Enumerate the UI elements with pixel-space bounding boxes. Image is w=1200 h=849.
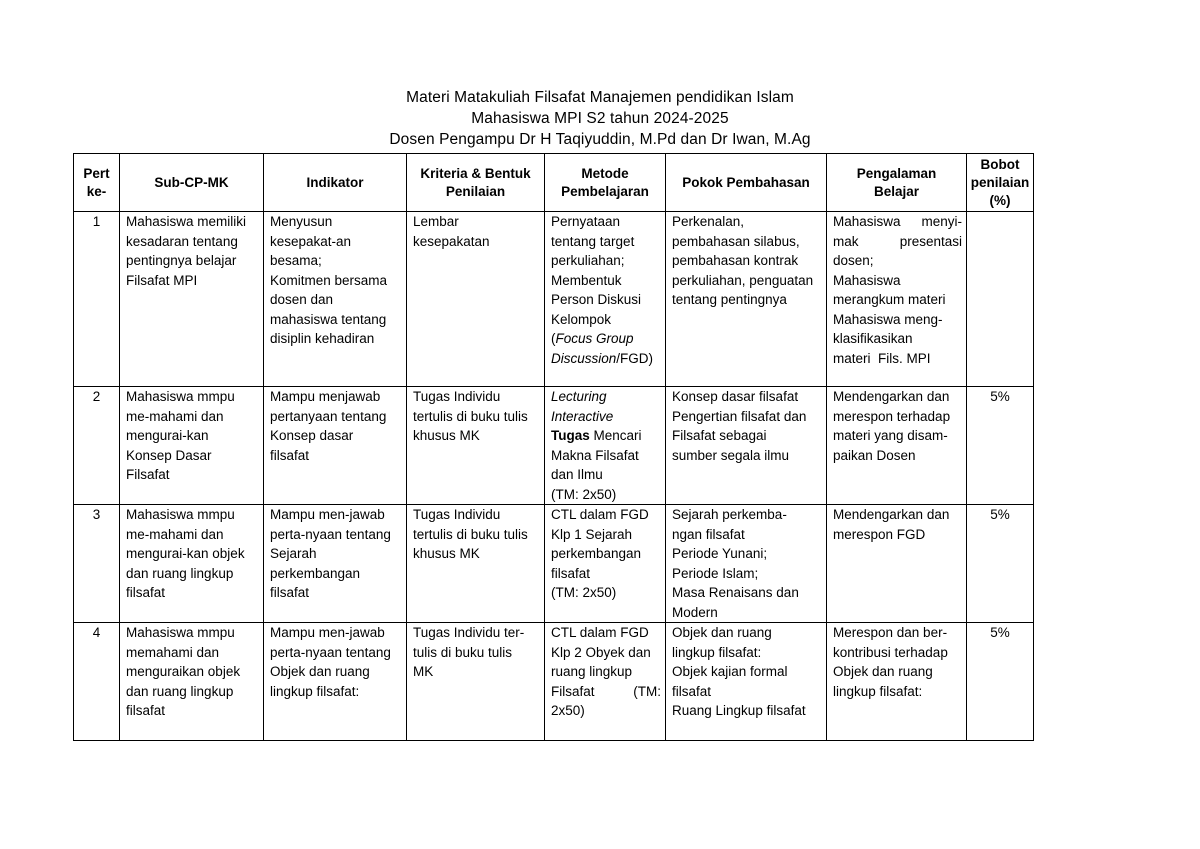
header-sub-cp-mk: Sub-CP-MK: [120, 154, 264, 212]
table-row: [74, 212, 1034, 387]
document-title: Materi Matakuliah Filsafat Manajemen pendidikan Islam: [406, 89, 794, 106]
cell-subcpmk: Mahasiswa mmpu me-mahami dan mengurai-kan objek dan ruang lingkup filsafat: [120, 505, 264, 623]
cell-indikator: Menyusun kesepakat-an besama; Komitmen bersama dosen dan mahasiswa tentang disiplin kehadiran: [264, 212, 407, 387]
header-metode: Metode Pembelajaran: [545, 154, 666, 212]
table-row: [74, 387, 1034, 505]
cell-bobot: 5%: [967, 623, 1034, 741]
cell-indikator: Mampu men-jawab perta-nyaan tentang Objek dan ruang lingkup filsafat:: [264, 623, 407, 741]
cell-kriteria: Tugas Individu tertulis di buku tulis khusus MK: [407, 505, 545, 623]
cell-pokok: Perkenalan, pembahasan silabus, pembahasan kontrak perkuliahan, penguatan tentang pentingnya: [666, 212, 827, 387]
table-row: [74, 505, 1034, 623]
cell-metode: Lecturing Interactive Tugas Mencari Makna Filsafat dan Ilmu (TM: 2x50): [545, 387, 666, 505]
cell-pokok: Konsep dasar filsafat Pengertian filsafat dan Filsafat sebagai sumber segala ilmu: [666, 387, 827, 505]
course-plan-table: [73, 153, 1034, 741]
header-indikator: Indikator: [264, 154, 407, 212]
cell-no: 3: [74, 505, 120, 623]
cell-bobot: [967, 212, 1034, 387]
cell-no: 1: [74, 212, 120, 387]
cell-metode: CTL dalam FGD Klp 2 Obyek dan ruang lingkup Filsafat (TM: 2x50): [545, 623, 666, 741]
cell-metode: Pernyataan tentang target perkuliahan; Membentuk Person Diskusi Kelompok (Focus Group Discussion/FGD): [545, 212, 666, 387]
document-header: [0, 87, 1200, 150]
cell-subcpmk: Mahasiswa mmpu memahami dan menguraikan objek dan ruang lingkup filsafat: [120, 623, 264, 741]
cell-bobot: 5%: [967, 387, 1034, 505]
header-pokok-pembahasan: Pokok Pembahasan: [666, 154, 827, 212]
cell-pengalaman: Mendengarkan dan merespon terhadap materi yang disam- paikan Dosen: [827, 387, 967, 505]
header-bobot: Bobot penilaian (%): [967, 154, 1034, 212]
cell-pokok: Sejarah perkemba- ngan filsafat Periode Yunani; Periode Islam; Masa Renaisans dan Modern: [666, 505, 827, 623]
table-row: [74, 623, 1034, 741]
cell-pengalaman: Mahasiswa menyi- mak presentasi dosen; Mahasiswa merangkum materi Mahasiswa meng- klasifikasikan materi Fils. MPI: [827, 212, 967, 387]
cell-pengalaman: Merespon dan ber- kontribusi terhadap Objek dan ruang lingkup filsafat:: [827, 623, 967, 741]
cell-no: 4: [74, 623, 120, 741]
cell-bobot: 5%: [967, 505, 1034, 623]
cell-pengalaman: Mendengarkan dan merespon FGD: [827, 505, 967, 623]
cell-indikator: Mampu men-jawab perta-nyaan tentang Sejarah perkembangan filsafat: [264, 505, 407, 623]
cell-subcpmk: Mahasiswa memiliki kesadaran tentang pentingnya belajar Filsafat MPI: [120, 212, 264, 387]
cell-kriteria: Tugas Individu tertulis di buku tulis khusus MK: [407, 387, 545, 505]
cell-no: 2: [74, 387, 120, 505]
cell-kriteria: Lembar kesepakatan: [407, 212, 545, 387]
lecturer-line: Dosen Pengampu Dr H Taqiyuddin, M.Pd dan Dr Iwan, M.Ag: [389, 131, 811, 148]
cell-pokok: Objek dan ruang lingkup filsafat: Objek kajian formal filsafat Ruang Lingkup filsafat: [666, 623, 827, 741]
cell-kriteria: Tugas Individu ter- tulis di buku tulis MK: [407, 623, 545, 741]
cell-metode: CTL dalam FGD Klp 1 Sejarah perkembangan filsafat (TM: 2x50): [545, 505, 666, 623]
document-subtitle: Mahasiswa MPI S2 tahun 2024-2025: [471, 110, 729, 127]
header-kriteria: Kriteria & Bentuk Penilaian: [407, 154, 545, 212]
cell-indikator: Mampu menjawab pertanyaan tentang Konsep dasar filsafat: [264, 387, 407, 505]
header-pengalaman-belajar: Pengalaman Belajar: [827, 154, 967, 212]
header-pertemuan: Pert ke-: [74, 154, 120, 212]
cell-subcpmk: Mahasiswa mmpu me-mahami dan mengurai-kan Konsep Dasar Filsafat: [120, 387, 264, 505]
table-header-row: [74, 154, 1034, 212]
